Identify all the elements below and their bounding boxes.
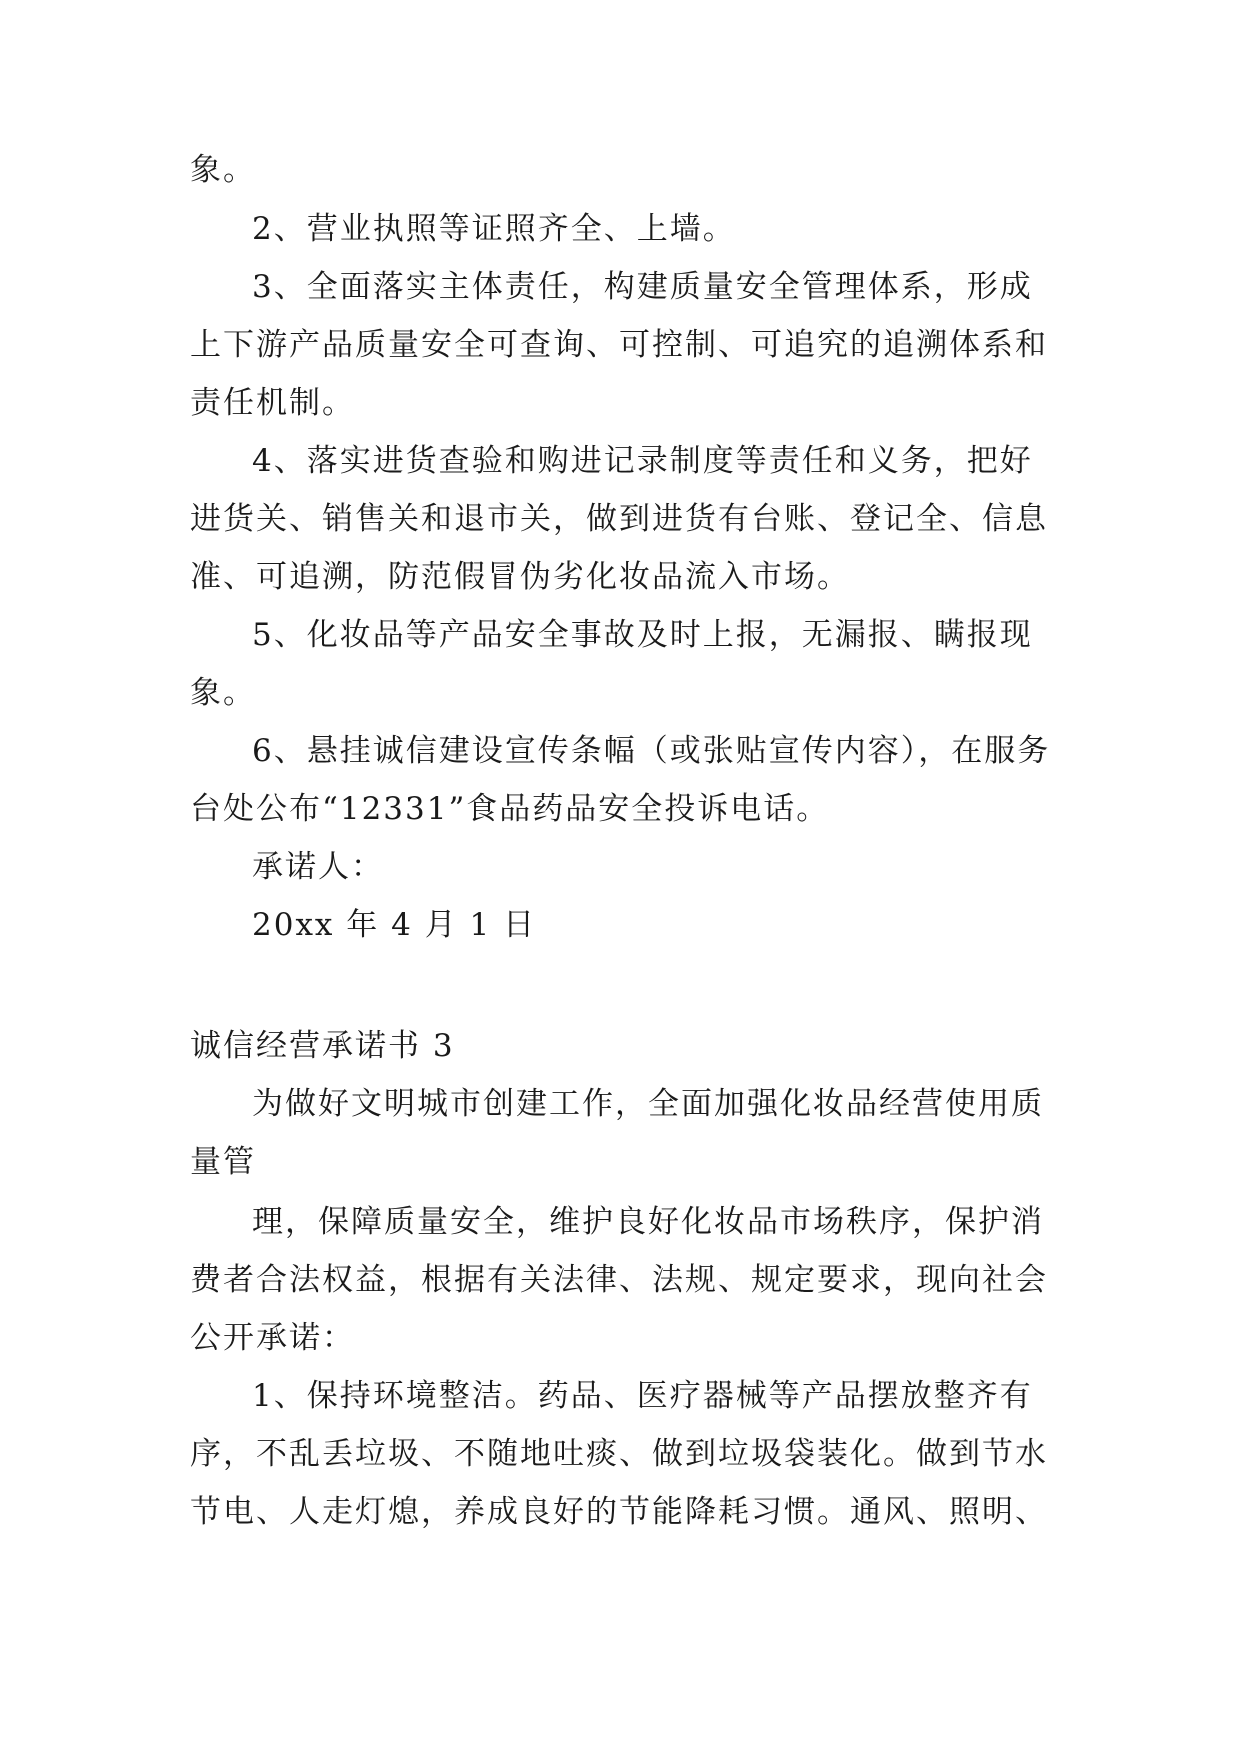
text-line: 进货关、销售关和退市关，做到进货有台账、登记全、信息	[190, 501, 1048, 537]
text-line: 2、营业执照等证照齐全、上墙。	[252, 211, 736, 247]
date-line: 20xx 年 4 月 1 日	[252, 907, 537, 943]
text-line: 费者合法权益，根据有关法律、法规、规定要求，现向社会	[190, 1262, 1048, 1298]
text-line: 6、悬挂诚信建设宣传条幅（或张贴宣传内容），在服务	[252, 733, 1051, 769]
text-line: 象。	[190, 152, 256, 188]
text-line: 节电、人走灯熄，养成良好的节能降耗习惯。通风、照明、	[190, 1494, 1048, 1530]
text-line: 责任机制。	[190, 385, 355, 421]
text-line: 台处公布“12331”食品药品安全投诉电话。	[190, 791, 830, 827]
text-line: 序，不乱丢垃圾、不随地吐痰、做到垃圾袋装化。做到节水	[190, 1436, 1048, 1472]
text-line: 3、全面落实主体责任，构建质量安全管理体系，形成	[252, 269, 1033, 305]
text-line: 5、化妆品等产品安全事故及时上报，无漏报、瞒报现	[252, 617, 1033, 653]
text-line: 准、可追溯，防范假冒伪劣化妆品流入市场。	[190, 559, 850, 595]
text-line: 为做好文明城市创建工作，全面加强化妆品经营使用质	[252, 1086, 1044, 1122]
text-line: 理，保障质量安全，维护良好化妆品市场秩序，保护消	[252, 1204, 1044, 1240]
text-line: 公开承诺：	[190, 1320, 355, 1356]
text-line: 4、落实进货查验和购进记录制度等责任和义务，把好	[252, 443, 1033, 479]
section-title: 诚信经营承诺书 3	[190, 1028, 455, 1064]
text-line: 量管	[190, 1144, 256, 1180]
text-line: 象。	[190, 675, 256, 711]
text-line: 1、保持环境整洁。药品、医疗器械等产品摆放整齐有	[252, 1378, 1033, 1414]
text-line: 上下游产品质量安全可查询、可控制、可追究的追溯体系和	[190, 327, 1048, 363]
signatory-label: 承诺人：	[252, 849, 384, 885]
